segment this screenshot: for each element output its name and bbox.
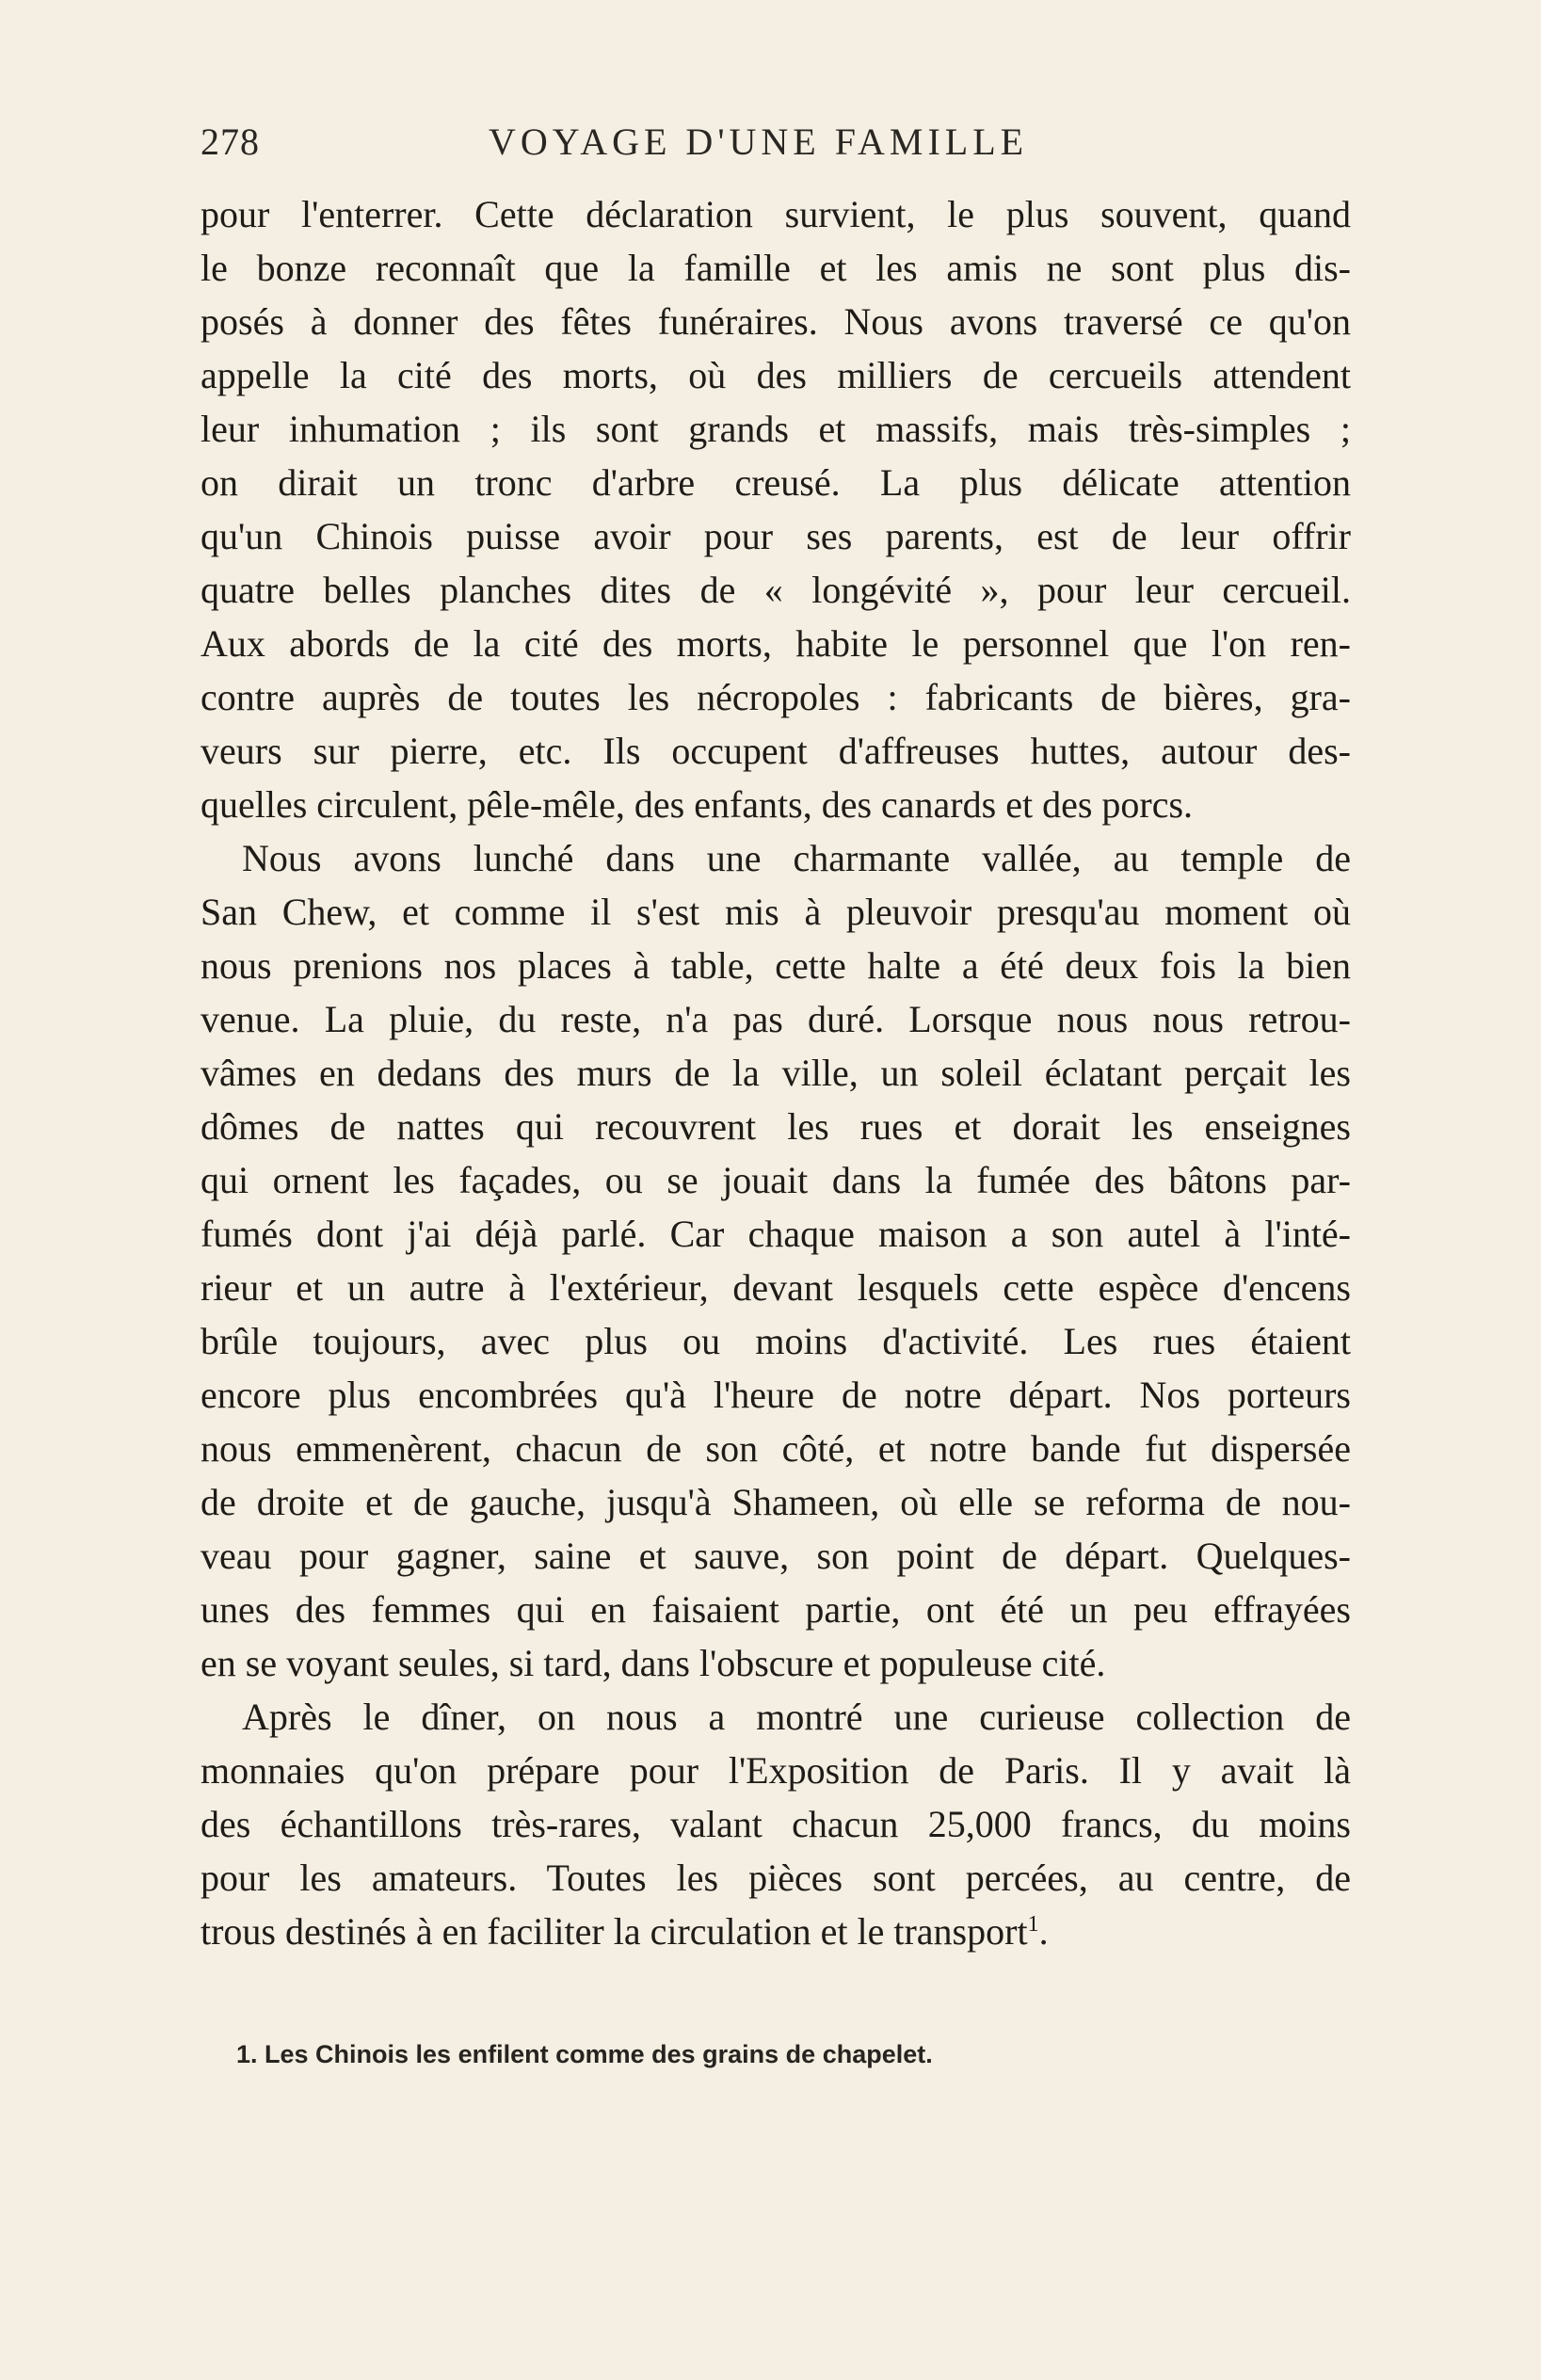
- text-line-3: posés à donner des fêtes funéraires. Nous avons traversé ce qu'on: [201, 300, 1351, 343]
- text-line-4: appelle la cité des morts, où des milliers de cercueils attendent: [201, 354, 1351, 396]
- text-line-6: on dirait un tronc d'arbre creusé. La plus délicate attention: [201, 461, 1351, 504]
- running-title: VOYAGE D'UNE FAMILLE: [489, 121, 1029, 163]
- text-line-20: fumés dont j'ai déjà parlé. Car chaque maison a son autel à l'inté-: [201, 1213, 1351, 1255]
- text-line-26: veau pour gagner, saine et sauve, son point de départ. Quelques-: [201, 1535, 1351, 1577]
- text-line-14: San Chew, et comme il s'est mis à pleuvoir presqu'au moment où: [201, 891, 1351, 933]
- text-line-33: trous destinés à en faciliter la circulation et le transport$^1$.: [201, 1910, 1049, 1953]
- text-line-13: Nous avons lunché dans une charmante vallée, au temple de: [242, 837, 1351, 879]
- text-line-16: venue. La pluie, du reste, n'a pas duré. Lorsque nous nous retrou-: [201, 998, 1351, 1040]
- text-line-24: nous emmenèrent, chacun de son côté, et notre bande fut dispersée: [201, 1427, 1351, 1470]
- text-line-17: vâmes en dedans des murs de la ville, un soleil éclatant perçait les: [201, 1052, 1351, 1094]
- text-line-32: pour les amateurs. Toutes les pièces sont percées, au centre, de: [201, 1857, 1351, 1899]
- text-line-15: nous prenions nos places à table, cette halte a été deux fois la bien: [201, 944, 1351, 987]
- text-line-5: leur inhumation ; ils sont grands et massifs, mais très-simples ;: [201, 408, 1351, 450]
- text-line-25: de droite et de gauche, jusqu'à Shameen, où elle se reforma de nou-: [201, 1481, 1351, 1523]
- text-line-7: qu'un Chinois puisse avoir pour ses parents, est de leur offrir: [201, 515, 1351, 557]
- text-line-22: brûle toujours, avec plus ou moins d'activité. Les rues étaient: [201, 1320, 1351, 1362]
- text-line-9: Aux abords de la cité des morts, habite le personnel que l'on ren-: [201, 622, 1351, 665]
- footnote-marker: 1: [1027, 1912, 1039, 1937]
- page-header: [201, 115, 1351, 169]
- footnote: 1. Les Chinois les enfilent comme des grains de chapelet.: [236, 2040, 933, 2068]
- text-line-23: encore plus encombrées qu'à l'heure de notre départ. Nos porteurs: [201, 1374, 1351, 1416]
- body-text: [201, 187, 1351, 1958]
- text-line-21: rieur et un autre à l'extérieur, devant lesquels cette espèce d'encens: [201, 1266, 1351, 1309]
- text-line-29: Après le dîner, on nous a montré une curieuse collection de: [242, 1696, 1351, 1738]
- text-line-1: pour l'enterrer. Cette déclaration survient, le plus souvent, quand: [201, 193, 1351, 235]
- text-line-30: monnaies qu'on prépare pour l'Exposition de Paris. Il y avait là: [201, 1749, 1351, 1792]
- text-line-18: dômes de nattes qui recouvrent les rues et dorait les enseignes: [201, 1105, 1351, 1148]
- text-line-27: unes des femmes qui en faisaient partie, ont été un peu effrayées: [201, 1588, 1351, 1631]
- text-line-11: veurs sur pierre, etc. Ils occupent d'affreuses huttes, autour des-: [201, 730, 1351, 772]
- text-line-2: le bonze reconnaît que la famille et les amis ne sont plus dis-: [201, 247, 1351, 289]
- text-line-10: contre auprès de toutes les nécropoles : fabricants de bières, gra-: [201, 676, 1351, 718]
- text-line-31: des échantillons très-rares, valant chacun 25,000 francs, du moins: [201, 1803, 1351, 1845]
- text-line-33-content: trous destinés à en faciliter la circulation et le transport: [201, 1910, 1028, 1953]
- text-line-8: quatre belles planches dites de « longévité », pour leur cercueil.: [201, 569, 1351, 611]
- text-line-28: en se voyant seules, si tard, dans l'obscure et populeuse cité.: [201, 1642, 1106, 1684]
- text-line-19: qui ornent les façades, ou se jouait dans la fumée des bâtons par-: [201, 1159, 1351, 1201]
- text-line-12: quelles circulent, pêle-mêle, des enfants, des canards et des porcs.: [201, 783, 1194, 826]
- page-number: 278: [201, 121, 260, 163]
